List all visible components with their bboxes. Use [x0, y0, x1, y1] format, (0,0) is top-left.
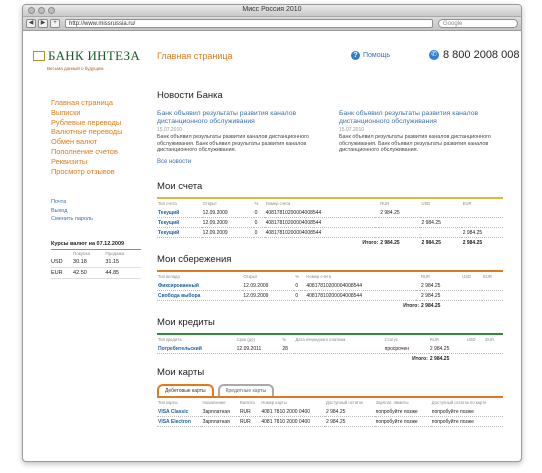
- cards-section: [157, 367, 503, 427]
- browser-toolbar: [23, 17, 521, 31]
- table-row[interactable]: [157, 208, 503, 218]
- card-available-by-card: попробуйте позже: [431, 407, 503, 417]
- help-link[interactable]: [351, 51, 390, 60]
- rates-row: [51, 257, 141, 268]
- table-row[interactable]: [157, 291, 503, 301]
- accounts-section: [157, 181, 503, 247]
- col-pct: %: [282, 337, 287, 342]
- total-usd: [461, 301, 482, 311]
- card-currency: RUR: [239, 407, 260, 417]
- col-card-type: Тип карты: [158, 400, 178, 405]
- deposit-number: 40817810200004008544: [305, 281, 416, 291]
- phone-icon: ✆: [429, 50, 439, 60]
- credit-type[interactable]: Потребительский: [157, 344, 236, 354]
- col-eur: EUR: [483, 274, 492, 279]
- menu-item-logout[interactable]: Выход: [51, 207, 68, 214]
- deposit-number: 40817810200004008544: [305, 291, 416, 301]
- page: [23, 32, 521, 461]
- credit-eur: [484, 344, 503, 354]
- address-bar[interactable]: http://www.missrussia.ru/: [65, 19, 433, 28]
- cards-table: [157, 396, 503, 427]
- card-purpose: Зарплатная: [201, 407, 238, 417]
- rate-sell: 44.85: [105, 268, 141, 279]
- back-button[interactable]: ◀: [26, 19, 36, 28]
- logo-tagline: Весьма данный о будущем: [47, 66, 104, 71]
- help-icon: ?: [351, 51, 360, 60]
- account-eur: [462, 218, 503, 228]
- rate-sell: 31.15: [105, 257, 141, 268]
- account-rur: 2 984.25: [379, 208, 420, 218]
- total-usd: [466, 354, 485, 364]
- account-opened: 12.09.2009: [202, 218, 254, 228]
- account-number: 40817810200004008544: [265, 218, 376, 228]
- deposit-usd: [461, 291, 482, 301]
- col-number: Номер счета: [265, 201, 291, 206]
- card-currency: RUR: [239, 417, 260, 427]
- total-eur: 2 984.25: [462, 239, 483, 246]
- menu-item-mail[interactable]: Почта: [51, 199, 67, 205]
- col-currency: Валюта: [239, 400, 255, 405]
- table-row[interactable]: [157, 228, 503, 238]
- logo-text: БАНК ИНТЕЗА: [48, 47, 141, 63]
- deposit-type[interactable]: Фиксированный: [157, 281, 242, 291]
- col-purpose: Назначение: [202, 400, 226, 405]
- col-type: Тип счета: [158, 201, 177, 206]
- total-rur: 2 984.25: [429, 355, 450, 362]
- col-pct: %: [254, 201, 259, 206]
- credit-term: 12.09.2011: [236, 344, 282, 354]
- main-menu: [51, 98, 122, 176]
- account-rur: [379, 218, 420, 228]
- deposit-opened: 12.09.2009: [242, 291, 294, 301]
- savings-table: [157, 270, 503, 310]
- col-card-available: Доступный остаток по карте: [431, 400, 487, 405]
- col-type: Тип вклада: [158, 274, 180, 279]
- page-title: Главная страница: [157, 51, 233, 61]
- account-opened: 12.09.2009: [202, 228, 254, 238]
- news-section: [157, 90, 503, 165]
- exchange-rates: [51, 241, 141, 279]
- table-row[interactable]: [157, 407, 503, 417]
- account-type[interactable]: Текущий: [157, 208, 202, 218]
- account-number: 40817810200004008544: [265, 208, 376, 218]
- col-usd: USD: [462, 274, 472, 279]
- rates-header-currency: [51, 250, 73, 257]
- account-rur: [379, 228, 420, 238]
- account-usd: 2 984.25: [420, 218, 461, 228]
- account-usd: [420, 208, 461, 218]
- deposit-pct: 0: [294, 291, 305, 301]
- deposit-eur: [482, 281, 503, 291]
- savings-section: [157, 254, 503, 310]
- tab-debit-cards[interactable]: Дебетовые карты: [157, 384, 214, 396]
- account-pct: 0: [254, 218, 265, 228]
- card-available-by-card: попробуйте позже: [431, 417, 503, 427]
- col-limits: Зарплат. лимиты: [375, 400, 409, 405]
- card-type[interactable]: VISA Electron: [157, 417, 201, 427]
- total-label: Итого:: [362, 239, 379, 246]
- col-usd: USD: [466, 337, 476, 342]
- credit-date: [294, 344, 383, 354]
- phone-label: 8 800 2008 008: [443, 49, 520, 61]
- total-eur: [482, 301, 503, 311]
- col-opened: Открыт: [202, 201, 217, 206]
- menu-item-reviews[interactable]: Просмотр отзывов: [51, 166, 115, 176]
- total-rur: 2 984.25: [421, 302, 441, 309]
- deposit-eur: [482, 291, 503, 301]
- table-row[interactable]: [157, 281, 503, 291]
- account-type[interactable]: Текущий: [157, 218, 202, 228]
- total-rur: 2 984.25: [380, 239, 400, 246]
- forward-button[interactable]: ▶: [38, 19, 48, 28]
- secondary-menu: [51, 198, 93, 224]
- logo-icon: [33, 51, 45, 61]
- credit-rur: 2 984.25: [429, 344, 466, 354]
- col-number: Номер счета: [306, 274, 332, 279]
- rates-title: Курсы валют на 07.12.2009: [51, 241, 141, 250]
- deposit-opened: 12.09.2009: [242, 281, 294, 291]
- col-rur: RUR: [380, 201, 390, 206]
- account-eur: 2 984.25: [462, 228, 503, 238]
- deposit-rur: 2 984.25: [420, 291, 461, 301]
- total-row: [157, 238, 503, 248]
- news-item: [157, 110, 319, 154]
- news-body: Банк объявил результаты развития каналов дистанционного обслуживания. Банк объявил результаты развития каналов дистанционного обслуживания.: [157, 134, 309, 154]
- news-date: 15.07.2010: [339, 127, 365, 133]
- accounts-table: [157, 197, 503, 247]
- total-row: [157, 301, 503, 311]
- rate-buy: 30.18: [73, 257, 105, 268]
- menu-item-top-up[interactable]: Пополнение счетов: [51, 146, 118, 156]
- search-field[interactable]: Google: [438, 19, 518, 28]
- menu-item-currency-transfers[interactable]: Валютные переводы: [51, 127, 123, 137]
- phone-number: [429, 49, 519, 61]
- card-purpose: Зарплатная: [201, 417, 238, 427]
- col-eur: EUR: [462, 201, 472, 206]
- col-type: Тип кредита: [158, 337, 182, 342]
- credits-title: Мои кредиты: [157, 317, 215, 328]
- table-row[interactable]: [157, 417, 503, 427]
- table-row[interactable]: [157, 218, 503, 228]
- table-row[interactable]: [157, 344, 503, 354]
- col-card-number: Номер карты: [261, 400, 287, 405]
- col-pct: %: [295, 274, 300, 279]
- account-type[interactable]: Текущий: [157, 228, 202, 238]
- rate-buy: 42.50: [73, 268, 105, 279]
- accounts-title: Мои счета: [157, 181, 203, 192]
- col-status: Статус: [384, 337, 398, 342]
- menu-item-currency-exchange[interactable]: Обмен валют: [51, 137, 98, 147]
- browser-window: [22, 4, 522, 462]
- window-title: Мисс Россия 2010: [242, 6, 302, 13]
- credit-pct: 28: [281, 344, 294, 354]
- news-item: [339, 110, 501, 154]
- help-label: Помощь: [363, 52, 391, 59]
- menu-item-statements[interactable]: Выписки: [51, 107, 81, 117]
- col-opened: Открыт: [243, 274, 258, 279]
- card-number: 4081 7810 2000 0400: [260, 407, 325, 417]
- all-news-link[interactable]: Все новости: [157, 158, 192, 165]
- add-bookmark-button[interactable]: +: [50, 19, 60, 28]
- news-headline[interactable]: Банк объявил результаты развития каналов дистанционного обслуживания: [339, 110, 479, 125]
- card-limits: попробуйте позже: [375, 417, 431, 427]
- credits-section: [157, 317, 503, 363]
- account-number: 40817810200004008544: [265, 228, 376, 238]
- card-type[interactable]: VISA Classic: [157, 407, 201, 417]
- card-limits: попробуйте позже: [375, 407, 431, 417]
- menu-item-ruble-transfers[interactable]: Рублевые переводы: [51, 117, 122, 127]
- account-opened: 12.09.2009: [202, 208, 254, 218]
- col-usd: USD: [421, 201, 431, 206]
- rates-header-sell: Продажа: [105, 251, 125, 256]
- window-titlebar: [23, 5, 521, 17]
- savings-title: Мои сбережения: [157, 254, 232, 265]
- deposit-usd: [461, 281, 482, 291]
- total-row: [157, 354, 503, 364]
- card-available: 2 984.25: [325, 417, 375, 427]
- rate-currency: EUR: [51, 268, 73, 279]
- card-available: 2 984.25: [325, 407, 375, 417]
- total-label: Итого:: [403, 302, 419, 309]
- news-date: 15.07.2010: [157, 127, 183, 133]
- cards-title: Мои карты: [157, 367, 205, 378]
- rates-row: [51, 268, 141, 279]
- account-usd: [420, 228, 461, 238]
- col-available: Доступный остаток: [325, 400, 363, 405]
- col-payment-date: Дата очередного платежа: [295, 337, 346, 342]
- deposit-type[interactable]: Свобода выбора: [157, 291, 242, 301]
- credit-usd: [466, 344, 485, 354]
- account-pct: 0: [254, 228, 265, 238]
- deposit-pct: 0: [294, 281, 305, 291]
- card-number: 4081 7810 2000 0400: [260, 417, 325, 427]
- total-label: Итого:: [412, 355, 428, 362]
- col-term: Срок (до): [236, 337, 255, 342]
- news-headline[interactable]: Банк объявил результаты развития каналов дистанционного обслуживания: [157, 110, 297, 125]
- rates-table: [51, 250, 141, 279]
- bank-logo[interactable]: [33, 47, 140, 71]
- menu-item-home[interactable]: Главная страница: [51, 98, 114, 107]
- account-eur: [462, 208, 503, 218]
- col-eur: EUR: [485, 337, 495, 342]
- deposit-rur: 2 984.25: [420, 281, 461, 291]
- col-rur: RUR: [429, 337, 439, 342]
- rate-currency: USD: [51, 257, 73, 268]
- col-rur: RUR: [421, 274, 431, 279]
- menu-item-requisites[interactable]: Реквизиты: [51, 156, 88, 166]
- credit-status: просрочен: [384, 344, 429, 354]
- news-title: Новости Банка: [157, 90, 223, 101]
- account-pct: 0: [254, 208, 265, 218]
- tab-credit-cards[interactable]: Кредитные карты: [218, 384, 275, 396]
- news-body: Банк объявил результаты развития каналов дистанционного обслуживания. Банк объявил результаты развития каналов дистанционного обслуживания.: [339, 134, 491, 154]
- cards-tabs: [157, 384, 503, 396]
- menu-item-change-password[interactable]: Сменить пароль: [51, 216, 93, 223]
- total-eur: [484, 354, 503, 364]
- credits-table: [157, 333, 503, 363]
- rates-header-buy: Покупка: [73, 251, 91, 256]
- total-usd: 2 984.25: [421, 239, 441, 246]
